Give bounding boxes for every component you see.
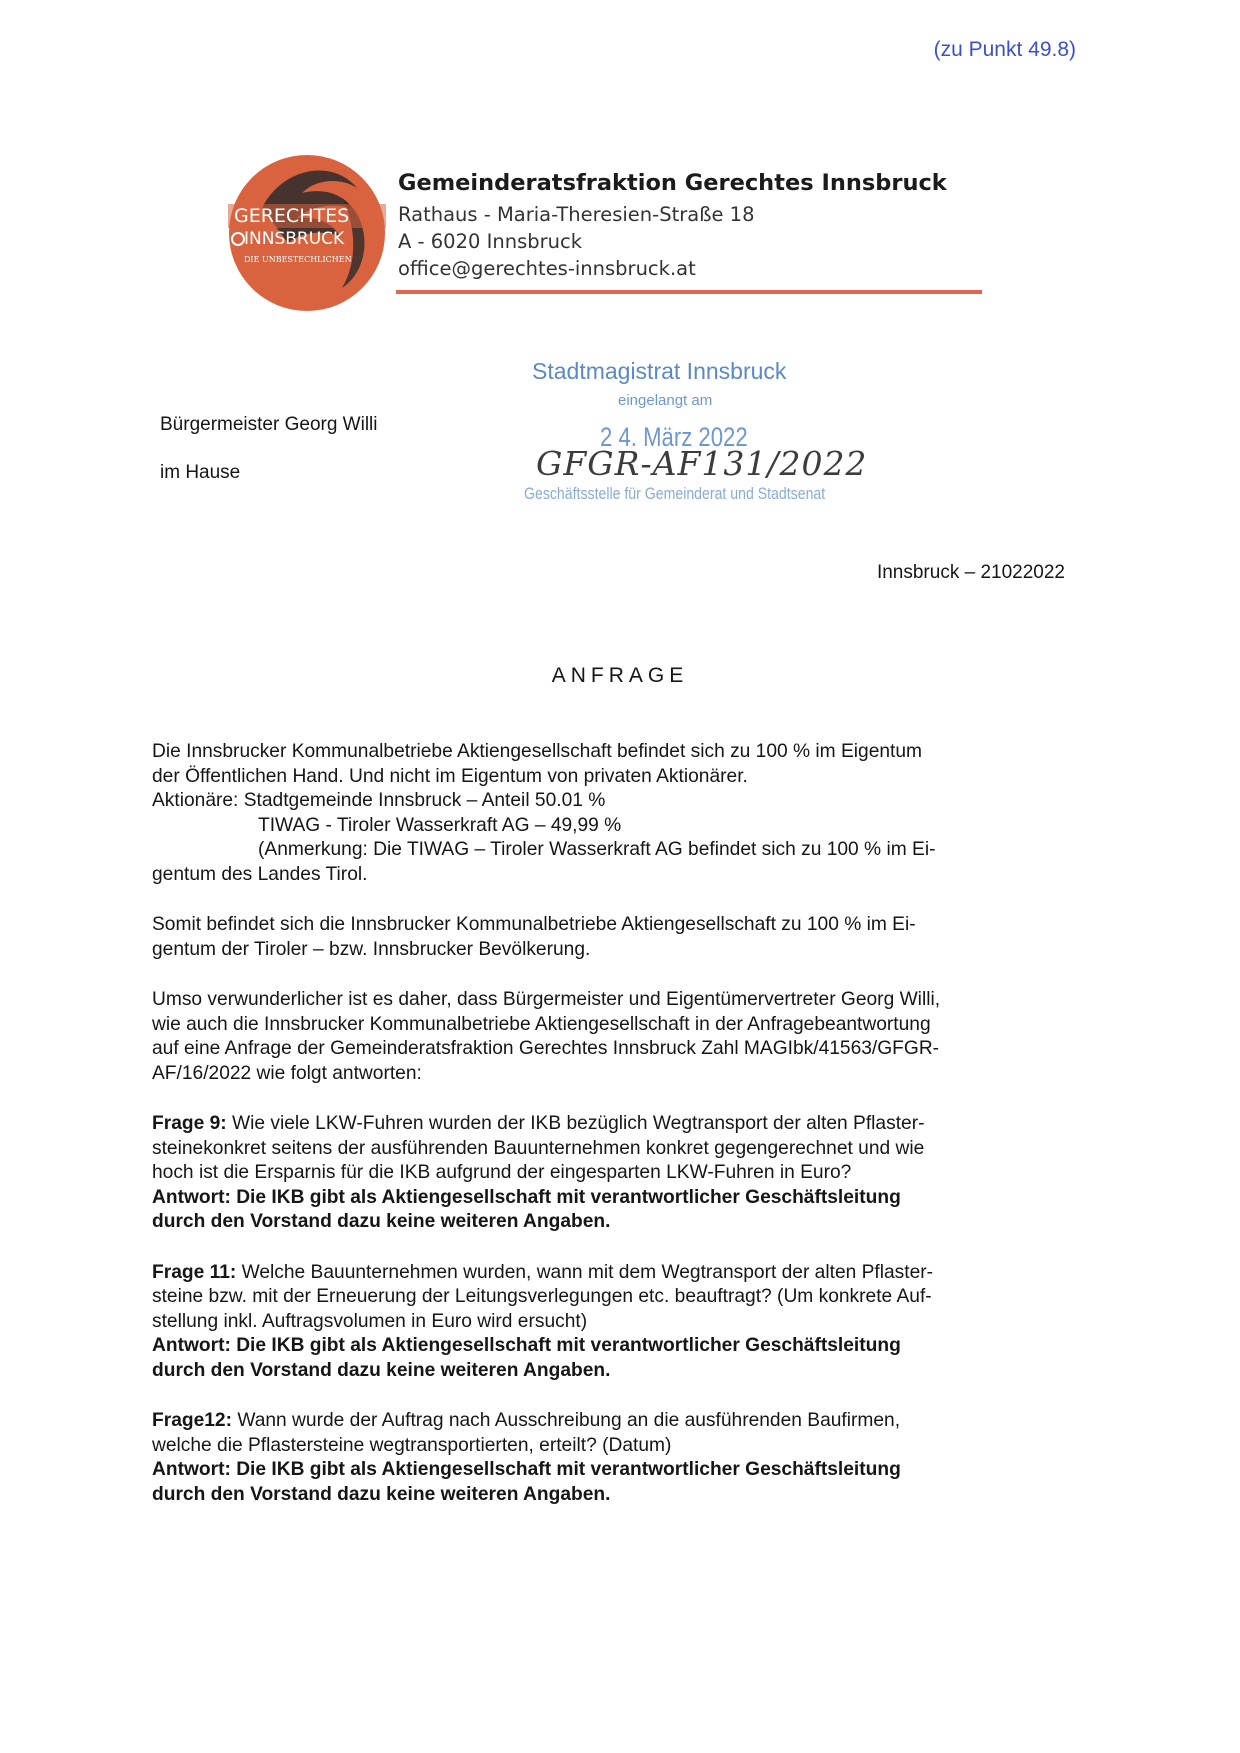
text-line: Umso verwunderlicher ist es daher, dass Bürgermeister und Eigentümervertreter Georg Willi,	[152, 989, 941, 1010]
sender-name: Gemeinderatsfraktion Gerechtes Innsbruck	[398, 170, 947, 196]
logo-tagline: DIE UNBESTECHLICHEN	[244, 255, 352, 264]
letter-body	[152, 740, 1067, 1507]
question-text: Welche Bauunternehmen wurden, wann mit dem Wegtransport der alten Pflaster-	[236, 1261, 934, 1283]
question-text: Wie viele LKW-Fuhren wurden der IKB bezüglich Wegtransport der alten Pflaster-	[226, 1113, 925, 1134]
text-line: steine bzw. mit der Erneuerung der Leitungsverlegungen etc. beauftragt? (Um konkrete Auf-	[152, 1286, 932, 1307]
answer-line: Antwort: Die IKB gibt als Aktiengesellschaft mit verantwortlicher Geschäftsleitung	[152, 1186, 901, 1208]
text-line: AF/16/2022 wie folgt antworten:	[152, 1062, 422, 1084]
text-line: Die Innsbrucker Kommunalbetriebe Aktiengesellschaft befindet sich zu 100 % im Eigentum	[152, 741, 923, 762]
text-line: Somit befindet sich die Innsbrucker Kommunalbetriebe Aktiengesellschaft zu 100 % im Ei-	[152, 914, 916, 935]
letterhead-divider	[396, 290, 982, 294]
answer-line: durch den Vorstand dazu keine weiteren Angaben.	[152, 1359, 611, 1381]
text-line: Aktionäre: Stadtgemeinde Innsbruck – Anteil 50.01 %	[152, 790, 606, 811]
handwritten-reference: GFGR-AF131/2022	[536, 444, 868, 483]
answer-line: Antwort: Die IKB gibt als Aktiengesellschaft mit verantwortlicher Geschäftsleitung	[152, 1335, 901, 1356]
recipient-block	[160, 414, 378, 510]
text-line: gentum der Tiroler – bzw. Innsbrucker Bevölkerung.	[152, 938, 591, 960]
document-heading: ANFRAGE	[551, 664, 689, 687]
recipient-name: Bürgermeister Georg Willi	[160, 414, 378, 435]
question-11	[152, 1261, 1067, 1286]
stamp-title: Stadtmagistrat Innsbruck	[532, 358, 787, 384]
answer-line: durch den Vorstand dazu keine weiteren Angaben.	[152, 1211, 611, 1232]
question-9	[152, 1112, 1067, 1137]
sender-email: office@gerechtes-innsbruck.at	[398, 257, 696, 280]
question-label: Frage 11:	[152, 1261, 237, 1283]
text-line: stellung inkl. Auftragsvolumen in Euro wird ersucht)	[152, 1310, 588, 1332]
stamp-office: Geschäftsstelle für Gemeinderat und Stadtsenat	[524, 484, 826, 503]
text-line: steinekonkret seitens der ausführenden Bauunternehmen konkret gegengerechnet und wie	[152, 1137, 925, 1159]
text-line: auf eine Anfrage der Gemeinderatsfraktion Gerechtes Innsbruck Zahl MAGIbk/41563/GFGR-	[152, 1038, 940, 1059]
text-line: TIWAG - Tiroler Wasserkraft AG – 49,99 %	[258, 814, 622, 836]
sender-address-street: Rathaus - Maria-Theresien-Straße 18	[398, 203, 755, 226]
text-line: welche die Pflastersteine wegtransportierten, erteilt? (Datum)	[152, 1434, 672, 1456]
stamp-subtitle: eingelangt am	[618, 392, 713, 409]
text-line: der Öffentlichen Hand. Und nicht im Eigentum von privaten Aktionärer.	[152, 765, 748, 787]
agenda-note: (zu Punkt 49.8)	[933, 38, 1076, 61]
text-line: (Anmerkung: Die TIWAG – Tiroler Wasserkraft AG befindet sich zu 100 % im Ei-	[258, 839, 936, 860]
date-line: Innsbruck – 21022022	[876, 562, 1065, 583]
party-logo	[222, 148, 392, 314]
recipient-location: im Hause	[160, 462, 241, 483]
sender-address-city: A - 6020 Innsbruck	[398, 230, 582, 253]
text-line: gentum des Landes Tirol.	[152, 863, 368, 885]
question-text: Wann wurde der Auftrag nach Ausschreibung an die ausführenden Baufirmen,	[231, 1410, 901, 1431]
text-line: hoch ist die Ersparnis für die IKB aufgrund der eingesparten LKW-Fuhren in Euro?	[152, 1162, 852, 1183]
answer-line: durch den Vorstand dazu keine weiteren Angaben.	[152, 1483, 611, 1505]
letterhead	[398, 170, 947, 282]
question-label: Frage 9:	[152, 1113, 227, 1134]
answer-line: Antwort: Die IKB gibt als Aktiengesellschaft mit verantwortlicher Geschäftsleitung	[152, 1459, 901, 1480]
text-line: wie auch die Innsbrucker Kommunalbetriebe Aktiengesellschaft in der Anfragebeantwortung	[152, 1013, 931, 1035]
logo-text-bottom: INNSBRUCK	[244, 229, 345, 249]
question-label: Frage12:	[152, 1410, 232, 1431]
stamp-date: 2 4. März 2022	[600, 422, 748, 452]
question-12	[152, 1409, 1067, 1434]
receipt-stamp	[518, 354, 868, 518]
logo-text-top: GERECHTES	[234, 205, 350, 227]
